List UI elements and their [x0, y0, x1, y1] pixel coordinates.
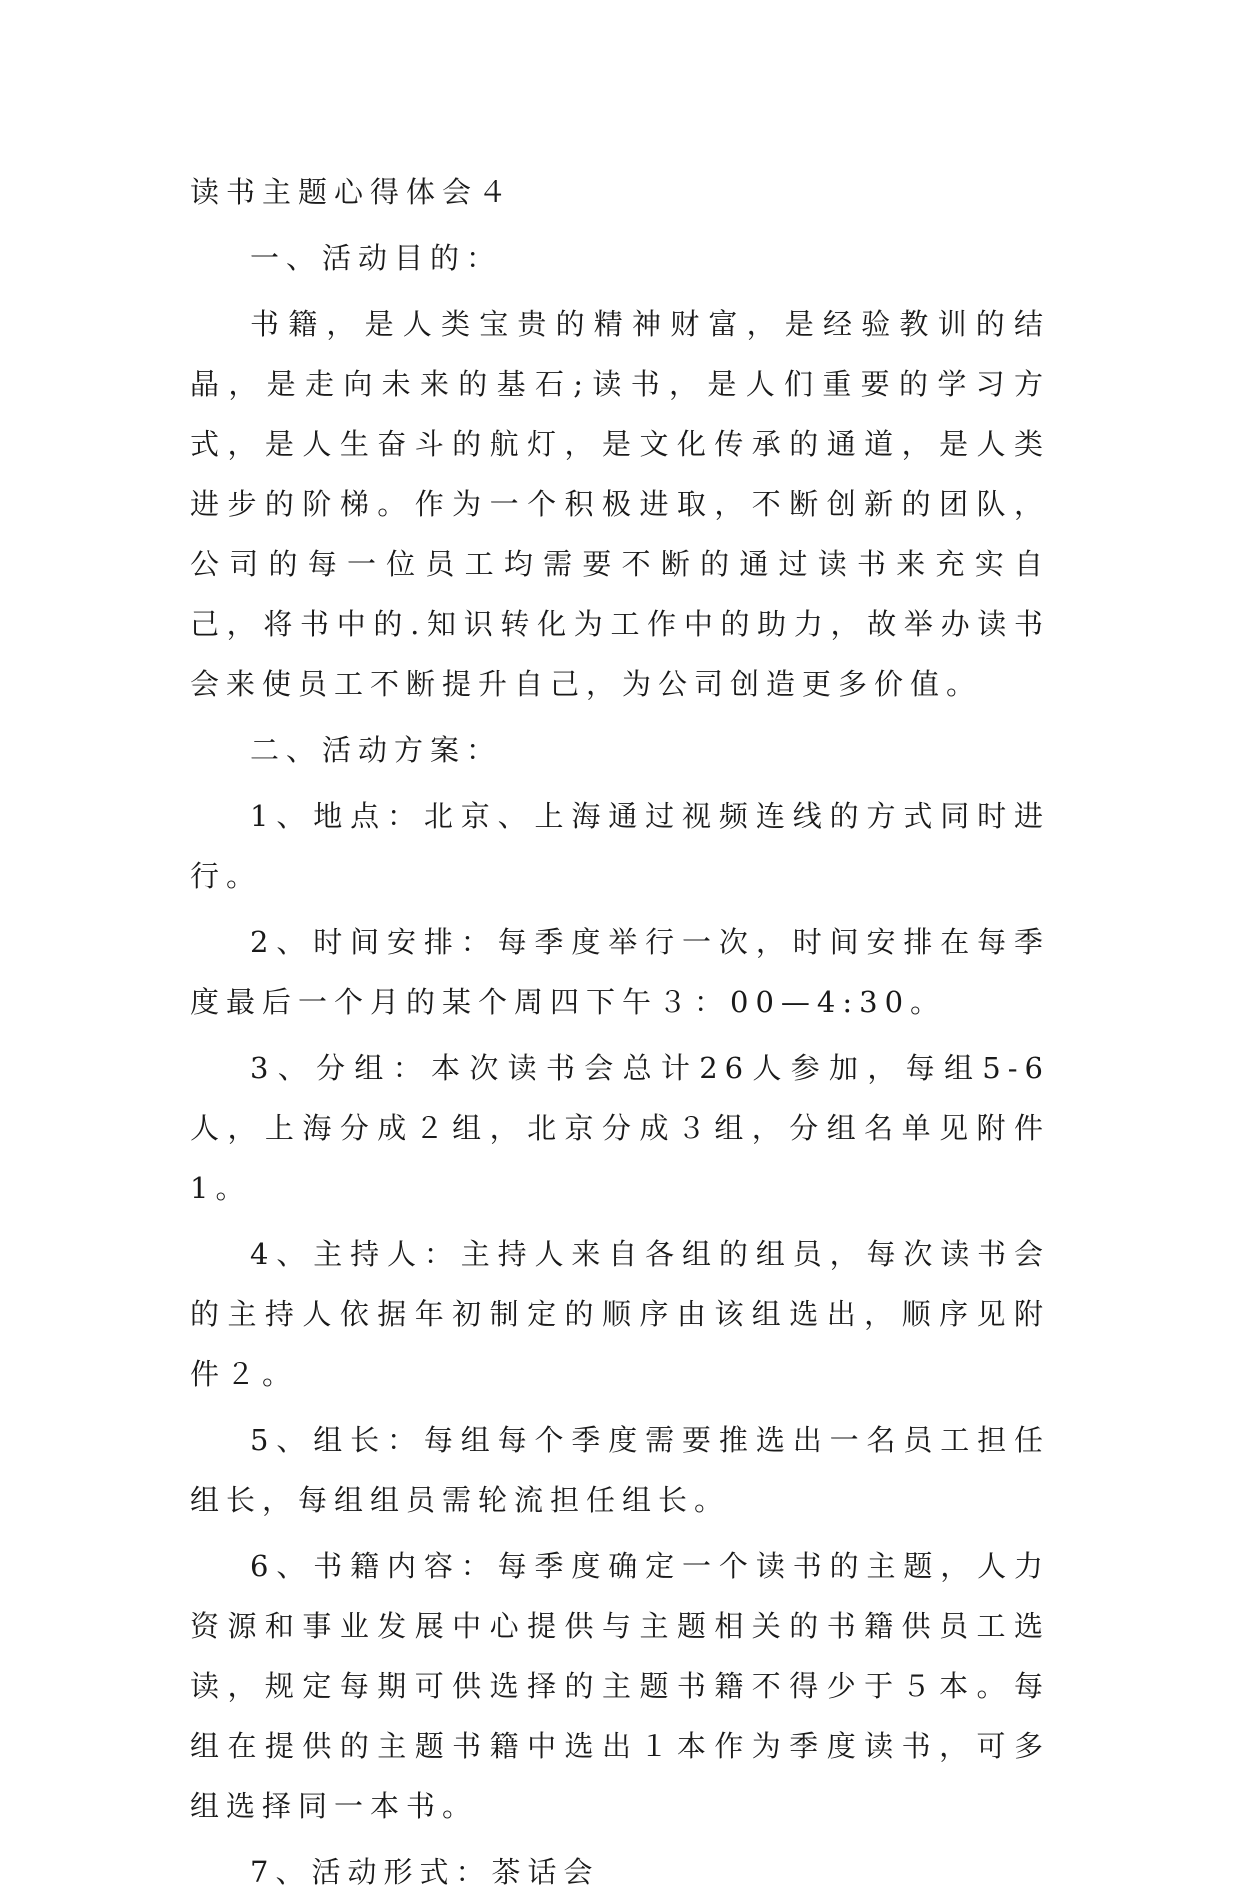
plan-item-schedule: 2、时间安排：每季度举行一次，时间安排在每季度最后一个月的某个周四下午３：00—4:30。 — [190, 925, 1050, 1019]
section-heading-plan: 二、活动方案： — [250, 733, 503, 767]
paragraph-intro: 书籍，是人类宝贵的精神财富，是经验教训的结晶，是走向未来的基石;读书，是人们重要的学习方式，是人生奋斗的航灯，是文化传承的通道，是人类进步的阶梯。作为一个积极进取，不断创新的团队，公司的每一位员工均需要不断的通过读书来充实自己，将书中的.知识转化为工作中的助力，故举办读书会来使员工不断提升自己，为公司创造更多价值。 — [190, 307, 1050, 701]
section-heading-purpose: 一、活动目的： — [250, 241, 503, 275]
plan-item-leader: 5、组长：每组每个季度需要推选出一名员工担任组长，每组组员需轮流担任组长。 — [190, 1423, 1050, 1517]
plan-item-host: 4、主持人：主持人来自各组的组员，每次读书会的主持人依据年初制定的顺序由该组选出，顺序见附件２。 — [190, 1237, 1050, 1391]
plan-item-format: 7、活动形式：茶话会 — [250, 1855, 600, 1889]
plan-item-books: 6、书籍内容：每季度确定一个读书的主题，人力资源和事业发展中心提供与主题相关的书籍供员工选读，规定每期可供选择的主题书籍不得少于５本。每组在提供的主题书籍中选出１本作为季度读书，可多组选择同一本书。 — [190, 1549, 1050, 1823]
document-page — [190, 162, 1050, 1902]
plan-item-grouping: 3、分组：本次读书会总计26人参加，每组5-6人，上海分成２组，北京分成３组，分组名单见附件1。 — [190, 1051, 1050, 1205]
plan-item-location: 1、地点：北京、上海通过视频连线的方式同时进行。 — [190, 799, 1050, 893]
document-title: 读书主题心得体会４ — [190, 175, 515, 209]
